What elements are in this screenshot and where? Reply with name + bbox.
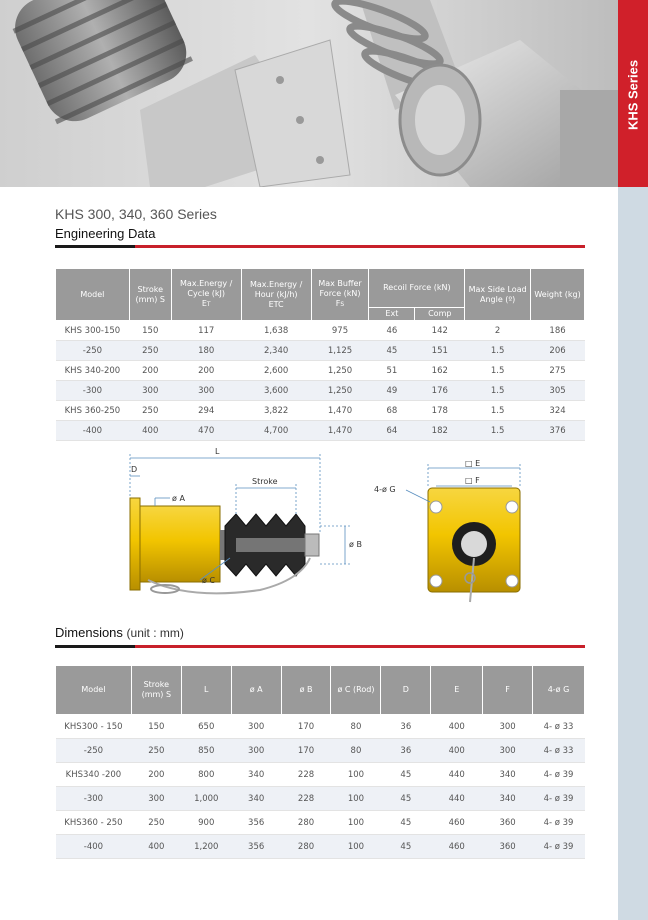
table-cell: 100 (331, 835, 381, 859)
side-view-drawing (130, 447, 362, 593)
table-cell: 340 (231, 763, 281, 787)
table-cell: 3,600 (241, 381, 311, 401)
table-cell: 1,250 (311, 361, 369, 381)
table-cell: 300 (129, 381, 171, 401)
header-recoil-ext: Ext (369, 308, 415, 321)
table-cell: 470 (171, 421, 241, 441)
dimensions-header-cell: L (181, 666, 231, 715)
label-B: ø B (349, 540, 362, 549)
table-cell: 1,638 (241, 321, 311, 341)
table-cell: KHS340 -200 (56, 763, 132, 787)
table-cell: 45 (381, 811, 431, 835)
table-cell: 340 (483, 787, 533, 811)
side-tab-label: KHS Series (625, 59, 641, 131)
table-cell: 49 (369, 381, 415, 401)
table-cell: 800 (181, 763, 231, 787)
dimensions-table (55, 665, 585, 859)
side-strip (618, 187, 648, 920)
table-cell: 182 (415, 421, 465, 441)
table-cell: 151 (415, 341, 465, 361)
hero-photo (0, 0, 618, 187)
label-L: L (215, 447, 220, 456)
table-cell: 51 (369, 361, 415, 381)
header-recoil-comp: Comp (415, 308, 465, 321)
table-cell: 3,822 (241, 401, 311, 421)
header-max-energy-hour: Max.Energy / Hour (kJ/h) ETC (241, 269, 311, 321)
dimensions-header-cell: D (381, 666, 431, 715)
table-cell: 228 (281, 763, 331, 787)
table-cell: 4- ø 39 (533, 763, 585, 787)
series-side-tab (618, 0, 648, 187)
header-max-energy-cycle: Max.Energy / Cycle (kJ) ET (171, 269, 241, 321)
table-cell: 975 (311, 321, 369, 341)
label-stroke: Stroke (252, 477, 278, 486)
dimensions-header-cell: ø B (281, 666, 331, 715)
table-cell: 300 (483, 739, 533, 763)
label-G: 4-ø G (374, 485, 396, 494)
table-cell: 4,700 (241, 421, 311, 441)
table-cell: 400 (431, 739, 483, 763)
table-cell: 45 (369, 341, 415, 361)
table-cell: 300 (483, 715, 533, 739)
dimensions-title-rule (55, 645, 585, 648)
table-cell: 1,000 (181, 787, 231, 811)
table-cell: 100 (331, 763, 381, 787)
label-F: □ F (465, 476, 480, 485)
table-cell: 180 (171, 341, 241, 361)
table-cell: 1,470 (311, 401, 369, 421)
table-cell: 275 (531, 361, 585, 381)
table-cell: 2 (465, 321, 531, 341)
table-cell: 68 (369, 401, 415, 421)
table-cell: 300 (131, 787, 181, 811)
table-cell: 162 (415, 361, 465, 381)
table-cell: 2,600 (241, 361, 311, 381)
table-row (56, 361, 585, 381)
table-row (56, 341, 585, 361)
table-cell: 360 (483, 835, 533, 859)
table-cell: KHS 300-150 (56, 321, 130, 341)
table-cell: 250 (131, 739, 181, 763)
table-cell: 200 (131, 763, 181, 787)
table-cell: 36 (381, 715, 431, 739)
table-cell: 360 (483, 811, 533, 835)
table-cell: 80 (331, 715, 381, 739)
table-cell: 1.5 (465, 381, 531, 401)
label-E: □ E (465, 459, 481, 468)
table-row (56, 787, 585, 811)
engineering-data-table (55, 268, 585, 441)
dimensions-header-cell: E (431, 666, 483, 715)
table-cell: 305 (531, 381, 585, 401)
table-cell: KHS300 - 150 (56, 715, 132, 739)
table-cell: -300 (56, 787, 132, 811)
table-cell: KHS360 - 250 (56, 811, 132, 835)
table-cell: 170 (281, 739, 331, 763)
table-row (56, 739, 585, 763)
dimension-diagram (0, 440, 618, 620)
table-cell: 4- ø 33 (533, 715, 585, 739)
table-cell: 45 (381, 835, 431, 859)
table-cell: 1.5 (465, 421, 531, 441)
table-cell: 400 (431, 715, 483, 739)
table-cell: 250 (129, 401, 171, 421)
table-cell: 460 (431, 811, 483, 835)
table-cell: 356 (231, 835, 281, 859)
table-cell: 400 (129, 421, 171, 441)
header-max-side-load: Max Side Load Angle (º) (465, 269, 531, 321)
dimensions-header-cell: 4-ø G (533, 666, 585, 715)
table-cell: 300 (231, 739, 281, 763)
table-cell: 400 (131, 835, 181, 859)
table-cell: 376 (531, 421, 585, 441)
table-cell: 4- ø 39 (533, 787, 585, 811)
dimensions-title: Dimensions (unit : mm) (55, 625, 184, 640)
table-cell: -250 (56, 341, 130, 361)
label-A: ø A (172, 494, 185, 503)
table-cell: 1,125 (311, 341, 369, 361)
table-cell: 36 (381, 739, 431, 763)
table-cell: 900 (181, 811, 231, 835)
table-cell: KHS 360-250 (56, 401, 130, 421)
series-title: KHS 300, 340, 360 Series (55, 206, 217, 222)
table-cell: 2,340 (241, 341, 311, 361)
header-stroke: Stroke (mm) S (129, 269, 171, 321)
table-cell: KHS 340-200 (56, 361, 130, 381)
engineering-title-rule (55, 245, 585, 248)
table-cell: 440 (431, 763, 483, 787)
table-cell: 280 (281, 811, 331, 835)
table-cell: -400 (56, 835, 132, 859)
table-cell: 46 (369, 321, 415, 341)
table-cell: 4- ø 33 (533, 739, 585, 763)
table-cell: 1.5 (465, 401, 531, 421)
table-cell: 45 (381, 787, 431, 811)
table-cell: 4- ø 39 (533, 835, 585, 859)
table-cell: 440 (431, 787, 483, 811)
dimensions-header-cell: F (483, 666, 533, 715)
table-cell: 228 (281, 787, 331, 811)
table-cell: 150 (131, 715, 181, 739)
table-cell: 650 (181, 715, 231, 739)
table-cell: 1,250 (311, 381, 369, 401)
label-C: ø C (202, 576, 216, 585)
table-row (56, 401, 585, 421)
table-cell: 200 (171, 361, 241, 381)
table-row (56, 715, 585, 739)
dimensions-header-cell: ø C (Rod) (331, 666, 381, 715)
table-cell: 324 (531, 401, 585, 421)
table-row (56, 321, 585, 341)
table-row (56, 835, 585, 859)
front-view-drawing (374, 459, 520, 602)
table-cell: 178 (415, 401, 465, 421)
table-cell: 206 (531, 341, 585, 361)
table-cell: 176 (415, 381, 465, 401)
table-cell: 150 (129, 321, 171, 341)
table-cell: 80 (331, 739, 381, 763)
table-row (56, 381, 585, 401)
dimensions-header-cell: Stroke (mm) S (131, 666, 181, 715)
table-cell: 4- ø 39 (533, 811, 585, 835)
label-D: D (131, 465, 138, 474)
header-weight: Weight (kg) (531, 269, 585, 321)
table-cell: 200 (129, 361, 171, 381)
table-cell: 170 (281, 715, 331, 739)
table-cell: 250 (129, 341, 171, 361)
table-cell: 45 (381, 763, 431, 787)
table-cell: 294 (171, 401, 241, 421)
table-cell: 142 (415, 321, 465, 341)
table-cell: -250 (56, 739, 132, 763)
table-cell: 100 (331, 787, 381, 811)
table-cell: 100 (331, 811, 381, 835)
dimensions-unit: (unit : mm) (126, 626, 184, 640)
header-recoil-force: Recoil Force (kN) (369, 269, 465, 308)
table-row (56, 763, 585, 787)
table-cell: -300 (56, 381, 130, 401)
table-cell: 850 (181, 739, 231, 763)
table-cell: 186 (531, 321, 585, 341)
table-cell: 340 (483, 763, 533, 787)
table-row (56, 811, 585, 835)
table-cell: 300 (231, 715, 281, 739)
dimensions-header-cell: Model (56, 666, 132, 715)
header-model: Model (56, 269, 130, 321)
table-cell: 64 (369, 421, 415, 441)
table-cell: 117 (171, 321, 241, 341)
table-cell: 1,470 (311, 421, 369, 441)
table-cell: 356 (231, 811, 281, 835)
engineering-data-title: Engineering Data (55, 226, 156, 241)
table-cell: 1.5 (465, 361, 531, 381)
table-cell: 300 (171, 381, 241, 401)
dimensions-header-cell: ø A (231, 666, 281, 715)
table-row (56, 421, 585, 441)
table-cell: 250 (131, 811, 181, 835)
table-cell: 340 (231, 787, 281, 811)
table-cell: -400 (56, 421, 130, 441)
header-max-buffer-force: Max Buffer Force (kN) FS (311, 269, 369, 321)
table-cell: 460 (431, 835, 483, 859)
table-cell: 280 (281, 835, 331, 859)
table-cell: 1,200 (181, 835, 231, 859)
table-cell: 1.5 (465, 341, 531, 361)
